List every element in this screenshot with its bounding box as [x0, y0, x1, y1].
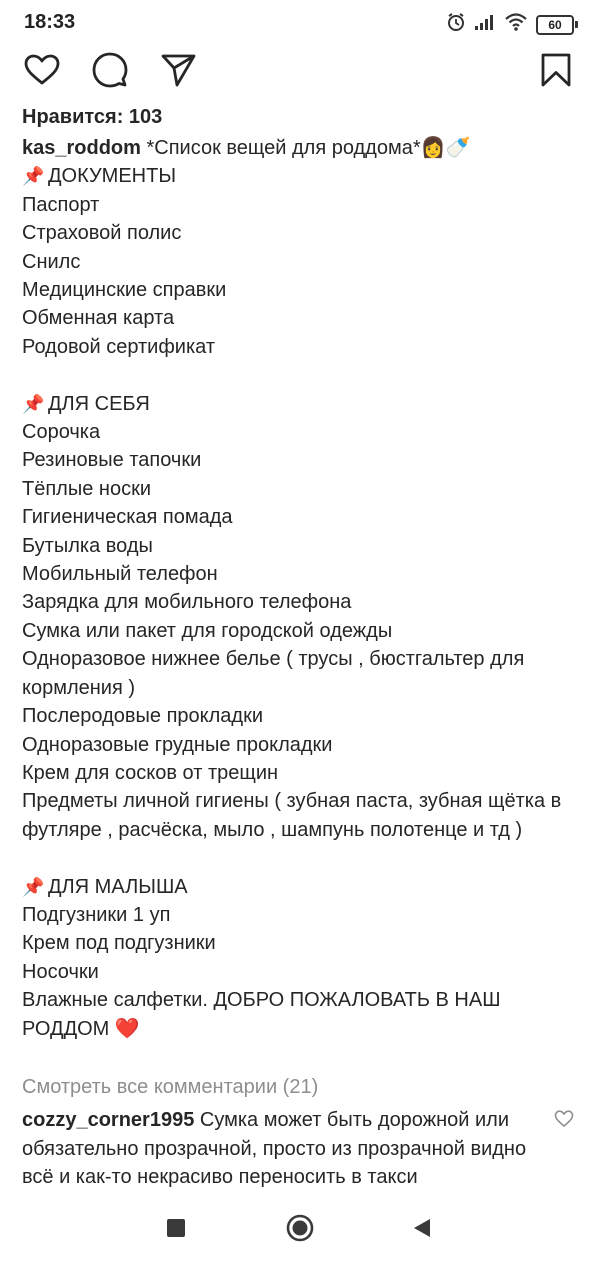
blank-line	[22, 844, 582, 872]
pin-icon: 📌	[22, 876, 45, 897]
comment-icon	[92, 52, 128, 93]
list-item: Зарядка для мобильного телефона	[22, 591, 352, 614]
send-icon	[160, 53, 196, 92]
likes-count[interactable]: Нравится: 103	[22, 106, 163, 128]
comment-item	[22, 1106, 542, 1192]
list-item: Снилс	[22, 250, 81, 273]
bookmark-icon	[541, 53, 571, 92]
system-navigation-bar	[0, 1194, 600, 1266]
comment-text: Сумка может быть дорожной или обязательно прозрачной, просто из прозрачной видно всё и как-то некрасиво переносить в такси	[22, 1109, 527, 1188]
list-item: Крем для сосков от трещин	[22, 761, 279, 784]
blank-line	[22, 361, 582, 389]
square-icon	[167, 1219, 185, 1242]
pin-icon: 📌	[22, 393, 45, 414]
section-heading: 📌 ДОКУМЕНТЫ	[22, 162, 582, 190]
comment-username[interactable]: cozzy_corner1995	[22, 1109, 195, 1131]
view-all-comments-link[interactable]: Смотреть все комментарии (21)	[22, 1076, 319, 1098]
status-icons	[446, 12, 578, 37]
list-item: Паспорт	[22, 193, 100, 216]
circle-icon	[286, 1214, 314, 1247]
list-item: Влажные салфетки. ДОБРО ПОЖАЛОВАТЬ В НАШ РОДДОМ ❤️	[22, 989, 501, 1040]
battery-indicator	[536, 15, 578, 35]
home-button[interactable]	[280, 1210, 320, 1250]
list-item: Страховой полис	[22, 222, 182, 245]
battery-level: 60	[536, 15, 574, 35]
save-button[interactable]	[534, 50, 578, 94]
comment-like-button[interactable]	[554, 1110, 576, 1132]
list-item: Подгузники 1 уп	[22, 903, 171, 926]
back-button[interactable]	[402, 1210, 442, 1250]
list-item: Тёплые носки	[22, 477, 151, 500]
signal-icon	[474, 13, 496, 36]
list-item: Бутылка воды	[22, 534, 153, 557]
list-item: Сорочка	[22, 421, 101, 444]
share-button[interactable]	[156, 50, 200, 94]
back-triangle-icon	[413, 1218, 431, 1243]
like-button[interactable]	[20, 50, 64, 94]
heart-icon	[24, 54, 60, 91]
list-item: Крем под подгузники	[22, 932, 216, 955]
heart-icon	[554, 1115, 574, 1132]
list-item: Послеродовые прокладки	[22, 705, 264, 728]
author-username[interactable]: kas_roddom	[22, 137, 141, 159]
section-heading: 📌 ДЛЯ СЕБЯ	[22, 390, 582, 418]
list-item: Родовой сертификат	[22, 335, 215, 358]
list-item: Одноразовые грудные прокладки	[22, 733, 333, 756]
comment-button[interactable]	[88, 50, 132, 94]
post-caption	[22, 134, 582, 1043]
caption-title: *Список вещей для роддома*👩🍼	[140, 137, 471, 159]
list-item: Обменная карта	[22, 307, 175, 330]
list-item: Гигиеническая помада	[22, 506, 233, 529]
list-item: Предметы личной гигиены ( зубная паста, зубная щётка в футляре , расчёска, мыло , шампунь полотенце и тд )	[22, 790, 562, 841]
list-item: Мобильный телефон	[22, 563, 218, 586]
status-bar	[0, 0, 600, 48]
status-time: 18:33	[24, 11, 76, 33]
list-item: Носочки	[22, 960, 99, 983]
battery-tip	[575, 21, 578, 28]
list-item: Сумка или пакет для городской одежды	[22, 619, 393, 642]
alarm-icon	[446, 12, 466, 37]
wifi-icon	[504, 12, 528, 37]
caption-title-line	[22, 134, 582, 162]
post-action-bar	[0, 48, 600, 98]
list-item: Резиновые тапочки	[22, 449, 202, 472]
section-heading: 📌 ДЛЯ МАЛЫША	[22, 873, 582, 901]
pin-icon: 📌	[22, 166, 45, 187]
recents-button[interactable]	[156, 1210, 196, 1250]
list-item: Медицинские справки	[22, 279, 227, 302]
list-item: Одноразовое нижнее белье ( трусы , бюстгальтер для кормления )	[22, 648, 525, 699]
